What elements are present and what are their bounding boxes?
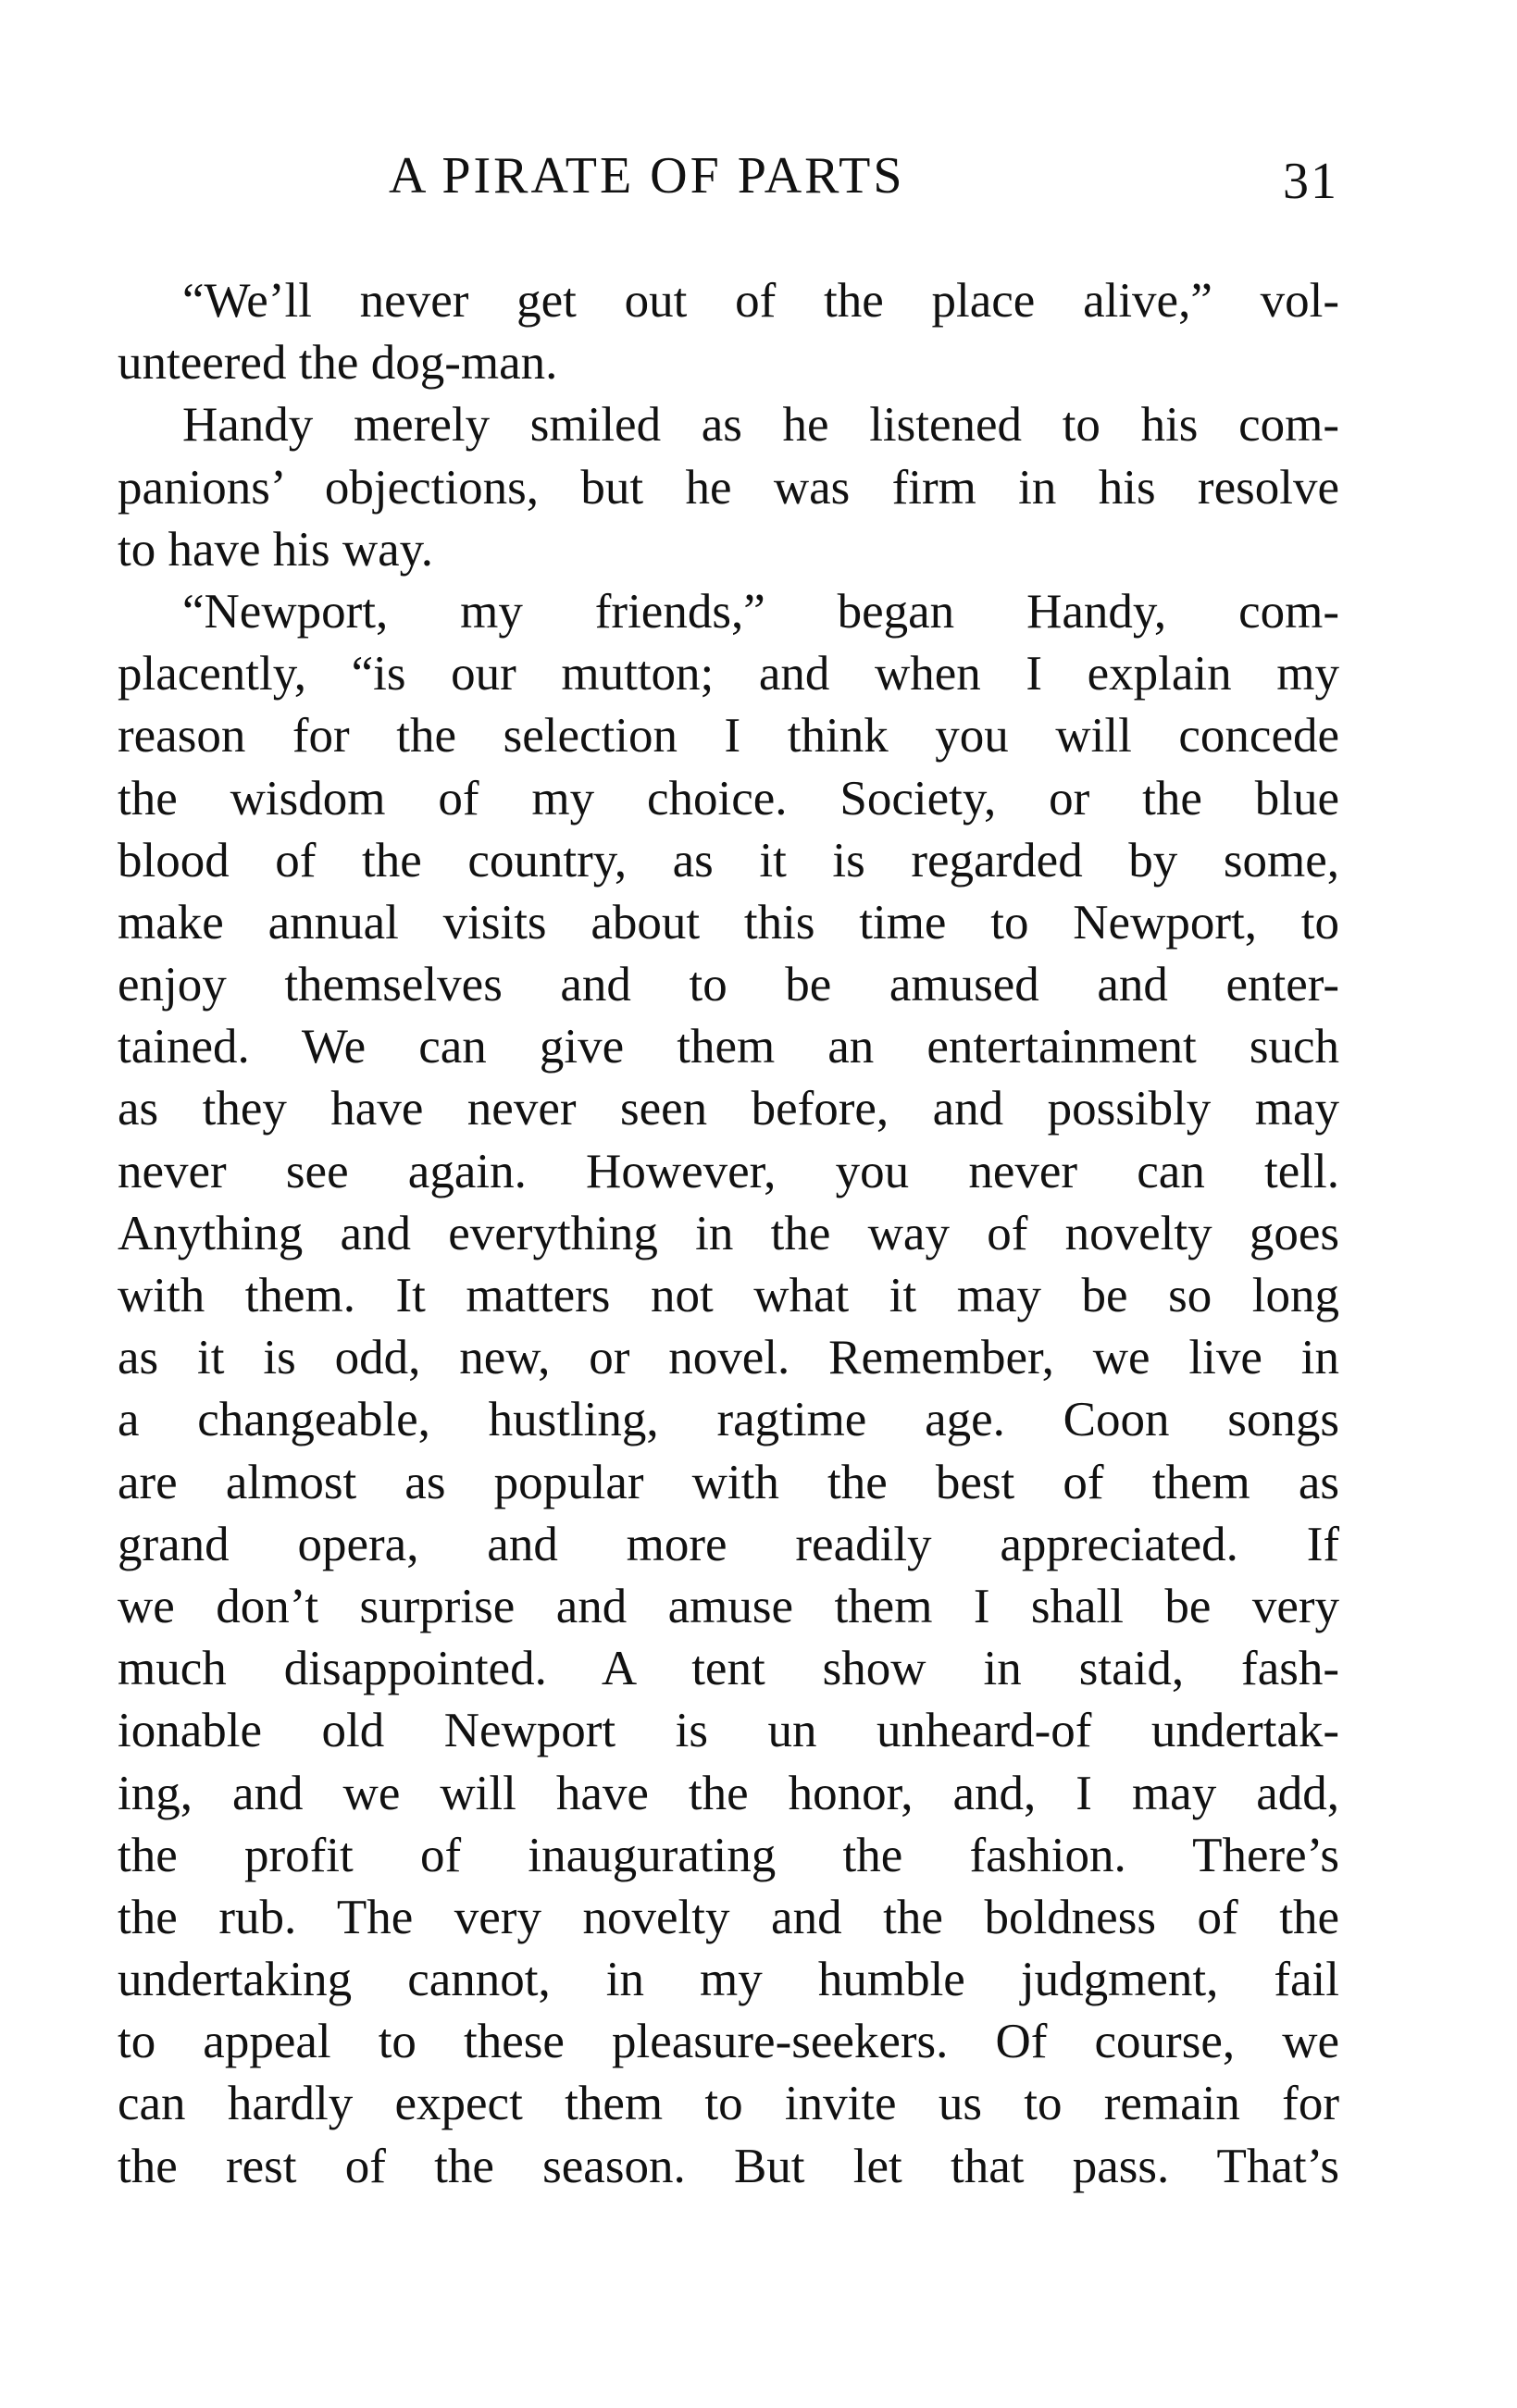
text-line: are almost as popular with the best of them as [118,1455,1339,1509]
text-line: with them. It matters not what it may be so long [118,1269,1339,1322]
text-line: much disappointed. A tent show in staid, fash- [118,1642,1339,1696]
text-line: Handy merely smiled as he listened to his com- [182,398,1339,453]
text-line: “We’ll never get out of the place alive,” vol- [182,274,1339,328]
text-line: ing, and we will have the honor, and, I may add, [118,1766,1339,1820]
text-line: Anything and everything in the way of novelty goes [118,1206,1339,1260]
text-line: we don’t surprise and amuse them I shall be very [118,1579,1339,1633]
text-line: panions’ objections, but he was firm in his resolve [118,460,1339,515]
body-text [118,270,1339,2198]
text-line: as they have never seen before, and possibly may [118,1082,1339,1136]
text-line: ionable old Newport is un unheard-of undertak- [118,1704,1339,1758]
text-line: unteered the dog-man. [118,336,558,391]
text-line: reason for the selection I think you will concede [118,709,1339,763]
page-number: 31 [1283,153,1338,210]
text-line: as it is odd, new, or novel. Remember, we live in [118,1331,1339,1385]
text-line: placently, “is our mutton; and when I explain my [118,647,1339,701]
text-line: enjoy themselves and to be amused and enter- [118,958,1339,1012]
text-line: make annual visits about this time to Newport, to [118,895,1339,950]
text-line: the profit of inaugurating the fashion. There’s [118,1828,1339,1882]
text-line: to have his way. [118,522,433,577]
text-line: to appeal to these pleasure-seekers. Of course, we [118,2015,1339,2069]
text-line: never see again. However, you never can tell. [118,1144,1339,1198]
text-line: blood of the country, as it is regarded by some, [118,833,1339,887]
text-line: undertaking cannot, in my humble judgment, fail [118,1953,1339,2007]
running-title: A PIRATE OF PARTS [389,147,905,205]
text-line: tained. We can give them an entertainment such [118,1020,1339,1074]
text-line: grand opera, and more readily appreciated. If [118,1517,1339,1571]
text-line: “Newport, my friends,” began Handy, com- [182,584,1339,639]
text-line: the rest of the season. But let that pass. That’s [118,2139,1339,2193]
text-line: a changeable, hustling, ragtime age. Coon songs [118,1393,1339,1447]
text-line: the wisdom of my choice. Society, or the blue [118,771,1339,825]
running-header [0,146,1517,220]
text-line: the rub. The very novelty and the boldness of the [118,1890,1339,1944]
text-line: can hardly expect them to invite us to remain for [118,2077,1339,2131]
